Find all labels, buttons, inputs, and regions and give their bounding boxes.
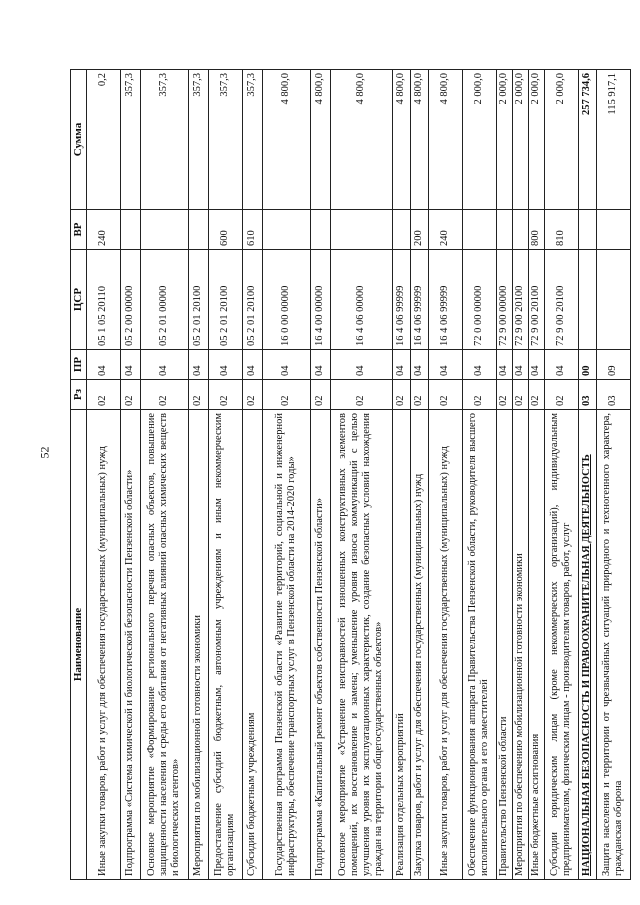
cell-pr: 04: [410, 350, 428, 380]
table-row: [596, 70, 630, 880]
cell-sum: 115 917,1: [596, 70, 630, 210]
cell-name: Подпрограмма «Система химической и биологической безопасности Пензенской области»: [120, 410, 140, 880]
table-row: [242, 70, 262, 880]
table-row: [86, 70, 120, 880]
cell-sum: 357,3: [188, 70, 208, 210]
cell-csr: [596, 250, 630, 350]
cell-name: Основное мероприятие «Устранение неисправностей изношенных конструктивных элементов помещений, их восстановление и замена; уменьшение уровня износа коммуникаций с целью улучшения уровня их эксплуатационных характеристик, создание безопасных условий нахождения граждан на территории общегосударственных объектов»: [330, 410, 392, 880]
rotated-page: [70, 70, 625, 880]
cell-csr: 72 9 00 20100: [512, 250, 528, 350]
cell-pr: 04: [140, 350, 188, 380]
cell-rz: 02: [392, 380, 410, 410]
cell-name: Обеспечение функционирования аппарата Правительства Пензенской области, руководителя высшего исполнительного органа и его заместителей: [462, 410, 496, 880]
header-csr: ЦСР: [71, 250, 87, 350]
cell-pr: 09: [596, 350, 630, 380]
cell-pr: 04: [262, 350, 310, 380]
cell-sum: 0,2: [86, 70, 120, 210]
table-row: [208, 70, 242, 880]
table-row: [578, 70, 596, 880]
cell-pr: 04: [496, 350, 512, 380]
cell-rz: 02: [262, 380, 310, 410]
table-row: [392, 70, 410, 880]
cell-csr: 72 9 00 20100: [528, 250, 544, 350]
cell-rz: 02: [462, 380, 496, 410]
cell-rz: 02: [410, 380, 428, 410]
budget-table: [70, 69, 631, 880]
cell-csr: 72 9 00 20100: [544, 250, 578, 350]
cell-vr: [578, 210, 596, 250]
header-name: Наименование: [71, 410, 87, 880]
cell-sum: 2 000,0: [462, 70, 496, 210]
cell-pr: 04: [120, 350, 140, 380]
cell-vr: [120, 210, 140, 250]
cell-pr: 04: [208, 350, 242, 380]
cell-csr: 72 9 00 00000: [496, 250, 512, 350]
table-row: [544, 70, 578, 880]
cell-rz: 02: [496, 380, 512, 410]
header-pr: ПР: [71, 350, 87, 380]
cell-rz: 03: [578, 380, 596, 410]
cell-vr: [262, 210, 310, 250]
cell-vr: [330, 210, 392, 250]
cell-name: Государственная программа Пензенской области «Развитие территорий, социальной и инженерной инфраструктуры, обеспечение транспортных услуг в Пензенской области на 2014-2020 годы»: [262, 410, 310, 880]
cell-csr: 05 2 01 20100: [242, 250, 262, 350]
cell-rz: 02: [330, 380, 392, 410]
cell-csr: 16 4 06 99999: [428, 250, 462, 350]
cell-vr: [188, 210, 208, 250]
cell-rz: 02: [86, 380, 120, 410]
cell-sum: 4 800,0: [428, 70, 462, 210]
cell-name: Иные бюджетные ассигнования: [528, 410, 544, 880]
cell-sum: 257 734,6: [578, 70, 596, 210]
cell-rz: 02: [512, 380, 528, 410]
cell-pr: 04: [428, 350, 462, 380]
cell-vr: 610: [242, 210, 262, 250]
cell-csr: 16 4 00 00000: [310, 250, 330, 350]
cell-name: Мероприятия по обеспечению мобилизационной готовности экономики: [512, 410, 528, 880]
cell-csr: 72 0 00 00000: [462, 250, 496, 350]
cell-name: НАЦИОНАЛЬНАЯ БЕЗОПАСНОСТЬ И ПРАВООХРАНИТЕЛЬНАЯ ДЕЯТЕЛЬНОСТЬ: [578, 410, 596, 880]
cell-vr: 810: [544, 210, 578, 250]
cell-csr: 16 4 06 00000: [330, 250, 392, 350]
cell-csr: 05 2 01 20100: [208, 250, 242, 350]
table-row: [512, 70, 528, 880]
cell-name: Мероприятия по мобилизационной готовности экономики: [188, 410, 208, 880]
cell-vr: 600: [208, 210, 242, 250]
cell-name: Субсидии бюджетным учреждениям: [242, 410, 262, 880]
cell-pr: 04: [512, 350, 528, 380]
cell-name: Предоставление субсидий бюджетным, автономным учреждениям и иным некоммерческим организациям: [208, 410, 242, 880]
cell-name: Закупка товаров, работ и услуг для обеспечения государственных (муниципальных) нужд: [410, 410, 428, 880]
cell-sum: 4 800,0: [262, 70, 310, 210]
cell-vr: 200: [410, 210, 428, 250]
table-row: [330, 70, 392, 880]
cell-csr: [578, 250, 596, 350]
page-number: 52: [37, 446, 52, 459]
cell-pr: 04: [462, 350, 496, 380]
cell-sum: 4 800,0: [330, 70, 392, 210]
table-row: [528, 70, 544, 880]
cell-sum: 2 000,0: [512, 70, 528, 210]
cell-name: Иные закупки товаров, работ и услуг для обеспечения государственных (муниципальных) нужд: [86, 410, 120, 880]
cell-sum: 2 000,0: [544, 70, 578, 210]
cell-csr: 05 2 01 20100: [188, 250, 208, 350]
cell-rz: 02: [528, 380, 544, 410]
header-vr: ВР: [71, 210, 87, 250]
header-rz: Рз: [71, 380, 87, 410]
cell-pr: 00: [578, 350, 596, 380]
cell-vr: [140, 210, 188, 250]
cell-rz: 02: [120, 380, 140, 410]
cell-rz: 02: [242, 380, 262, 410]
cell-rz: 02: [544, 380, 578, 410]
table-body: [86, 70, 630, 880]
cell-pr: 04: [188, 350, 208, 380]
cell-vr: [392, 210, 410, 250]
cell-pr: 04: [330, 350, 392, 380]
table-row: [428, 70, 462, 880]
cell-pr: 04: [310, 350, 330, 380]
cell-pr: 04: [528, 350, 544, 380]
table-row: [188, 70, 208, 880]
cell-sum: 4 800,0: [310, 70, 330, 210]
table-row: [140, 70, 188, 880]
table-row: [310, 70, 330, 880]
cell-vr: 240: [428, 210, 462, 250]
table-row: [496, 70, 512, 880]
cell-rz: 02: [208, 380, 242, 410]
cell-pr: 04: [242, 350, 262, 380]
cell-name: Иные закупки товаров, работ и услуг для обеспечения государственных (муниципальных) нужд: [428, 410, 462, 880]
cell-csr: 05 2 01 00000: [140, 250, 188, 350]
cell-vr: [310, 210, 330, 250]
table-row: [262, 70, 310, 880]
cell-rz: 03: [596, 380, 630, 410]
cell-vr: [596, 210, 630, 250]
cell-csr: 05 1 05 20110: [86, 250, 120, 350]
cell-pr: 04: [392, 350, 410, 380]
cell-rz: 02: [188, 380, 208, 410]
cell-rz: 02: [428, 380, 462, 410]
cell-vr: 800: [528, 210, 544, 250]
cell-name: Основное мероприятие «Формирование регионального перечня опасных объектов, повышение защищенности населения и среды его обитания от негативных влияний опасных химических веществ и биологических агентов»: [140, 410, 188, 880]
cell-rz: 02: [310, 380, 330, 410]
cell-sum: 357,3: [208, 70, 242, 210]
cell-name: Правительство Пензенской области: [496, 410, 512, 880]
cell-rz: 02: [140, 380, 188, 410]
cell-sum: 357,3: [120, 70, 140, 210]
cell-name: Подпрограмма «Капитальный ремонт объектов собственности Пензенской области»: [310, 410, 330, 880]
table-header-row: [71, 70, 87, 880]
cell-csr: 16 0 00 00000: [262, 250, 310, 350]
cell-csr: 16 4 06 99999: [392, 250, 410, 350]
cell-vr: [512, 210, 528, 250]
cell-vr: 240: [86, 210, 120, 250]
cell-name: Реализация отдельных мероприятий: [392, 410, 410, 880]
cell-pr: 04: [86, 350, 120, 380]
header-sum: Сумма: [71, 70, 87, 210]
cell-vr: [462, 210, 496, 250]
cell-sum: 2 000,0: [528, 70, 544, 210]
cell-vr: [496, 210, 512, 250]
cell-sum: 4 800,0: [392, 70, 410, 210]
table-row: [410, 70, 428, 880]
cell-sum: 2 000,0: [496, 70, 512, 210]
cell-sum: 357,3: [140, 70, 188, 210]
cell-sum: 357,3: [242, 70, 262, 210]
table-row: [120, 70, 140, 880]
table-row: [462, 70, 496, 880]
cell-csr: 05 2 00 00000: [120, 250, 140, 350]
cell-name: Субсидии юридическим лицам (кроме некоммерческих организаций), индивидуальным предпринимателям, физическим лицам - производителям товаров, работ, услуг: [544, 410, 578, 880]
cell-sum: 4 800,0: [410, 70, 428, 210]
cell-name: Защита населения и территории от чрезвычайных ситуаций природного и техногенного характера, гражданская оборона: [596, 410, 630, 880]
cell-csr: 16 4 06 99999: [410, 250, 428, 350]
cell-pr: 04: [544, 350, 578, 380]
